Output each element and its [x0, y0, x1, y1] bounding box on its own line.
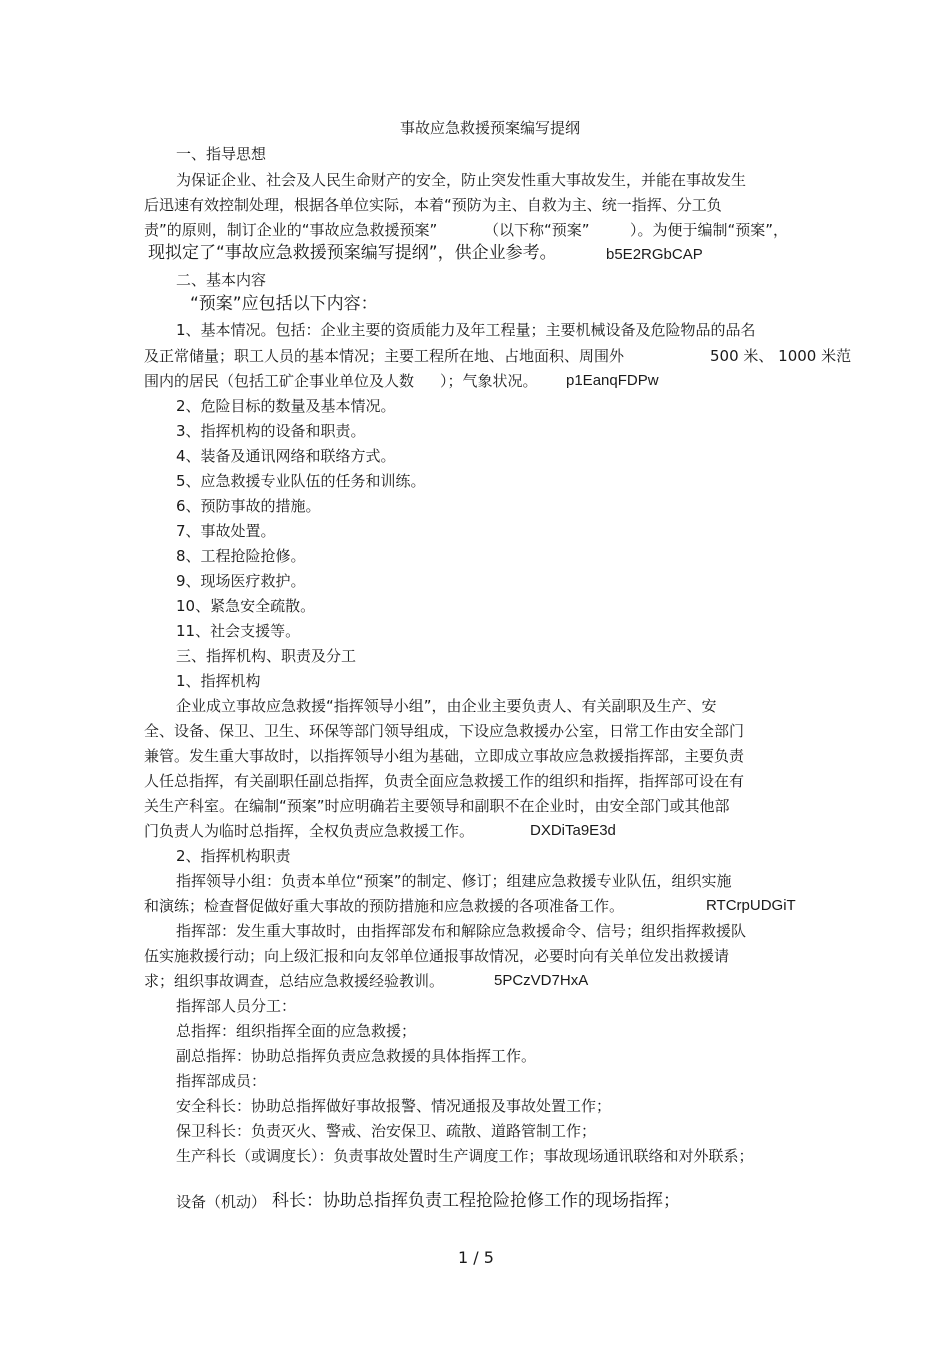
subsection-heading: 2、指挥机构职责 [176, 847, 291, 865]
paragraph-line: 和演练；检查督促做好重大事故的预防措施和应急救援的各项准备工作。 [144, 897, 625, 915]
paragraph-line: 指挥部成员： [176, 1072, 267, 1090]
section-heading: 三、指挥机构、职责及分工 [176, 647, 357, 665]
paragraph-line: 关生产科室。在编制“预案”时应明确若主要领导和副职不在企业时，由安全部门或其他部 [144, 797, 730, 815]
paragraph-line: 伍实施救援行动；向上级汇报和向友邻单位通报事故情况，必要时向有关单位发出救援请 [144, 947, 730, 965]
paragraph-line: 现拟定了“事故应急救援预案编写提纲”，供企业参考。 [148, 243, 557, 263]
watermark-code: RTCrpUDGiT [706, 897, 796, 914]
paragraph-line: “预案”应包括以下内容： [190, 294, 378, 314]
paragraph-line: 求；组织事故调查，总结应急救援经验教训。 [144, 972, 445, 990]
paragraph-line: 总指挥：组织指挥全面的应急救援； [176, 1022, 417, 1040]
list-item: 4、装备及通讯网络和联络方式。 [176, 447, 396, 465]
list-item: 8、工程抢险抢修。 [176, 547, 306, 565]
paragraph-line: 兼管。发生重大事故时，以指挥领导小组为基础，立即成立事故应急救援指挥部，主要负责 [144, 747, 745, 765]
paragraph-line: ）。为便于编制“预案”， [630, 221, 789, 239]
paragraph-line: 围内的居民（包括工矿企事业单位及人数 [144, 372, 415, 390]
paragraph-line: 及正常储量；职工人员的基本情况；主要工程所在地、占地面积、周围外 [144, 347, 625, 365]
subsection-heading: 1、指挥机构 [176, 672, 261, 690]
list-item: 10、紧急安全疏散。 [176, 597, 316, 615]
paragraph-line: （以下称“预案” [484, 221, 590, 239]
paragraph-line: 副总指挥：协助总指挥负责应急救援的具体指挥工作。 [176, 1047, 537, 1065]
list-item: 2、危险目标的数量及基本情况。 [176, 397, 396, 415]
paragraph-line: 门负责人为临时总指挥，全权负责应急救援工作。 [144, 822, 475, 840]
paragraph-line: 指挥领导小组：负责本单位“预案”的制定、修订；组建应急救援专业队伍，组织实施 [176, 872, 732, 890]
paragraph-line: 保卫科长：负责灭火、警戒、治安保卫、疏散、道路管制工作； [176, 1122, 597, 1140]
section-heading: 一、指导思想 [176, 145, 267, 163]
list-item: 3、指挥机构的设备和职责。 [176, 422, 366, 440]
paragraph-line: 生产科长（或调度长）：负责事故处置时生产调度工作；事故现场通讯联络和对外联系； [176, 1147, 754, 1165]
paragraph-line: 人任总指挥，有关副职任副总指挥，负责全面应急救援工作的组织和指挥，指挥部可设在有 [144, 772, 745, 790]
list-item: 11、社会支援等。 [176, 622, 301, 640]
page-number: 1 / 5 [458, 1248, 494, 1267]
paragraph-line: 为保证企业、社会及人民生命财产的安全，防止突发性重大事故发生，并能在事故发生 [176, 171, 747, 189]
list-item: 5、应急救援专业队伍的任务和训练。 [176, 472, 426, 490]
list-item: 7、事故处置。 [176, 522, 276, 540]
watermark-code: DXDiTa9E3d [530, 822, 616, 839]
paragraph-line: 安全科长：协助总指挥做好事故报警、情况通报及事故处置工作； [176, 1097, 612, 1115]
watermark-code: b5E2RGbCAP [606, 246, 703, 263]
paragraph-line: 科长：协助总指挥负责工程抢险抢修工作的现场指挥； [272, 1191, 680, 1211]
paragraph-line: 全、设备、保卫、卫生、环保等部门领导组成，下设应急救援办公室，日常工作由安全部门 [144, 722, 745, 740]
list-item: 6、预防事故的措施。 [176, 497, 321, 515]
watermark-code: p1EanqFDPw [566, 372, 659, 389]
list-item: 1、基本情况。包括：企业主要的资质能力及年工程量；主要机械设备及危险物品的品名 [176, 321, 756, 339]
list-item: 9、现场医疗救护。 [176, 572, 306, 590]
paragraph-line: 设备（机动） [176, 1193, 267, 1211]
paragraph-line: 企业成立事故应急救援“指挥领导小组”，由企业主要负责人、有关副职及生产、安 [176, 697, 717, 715]
section-heading: 二、基本内容 [176, 271, 267, 289]
paragraph-line: 后迅速有效控制处理，根据各单位实际，本着“预防为主、自救为主、统一指挥、分工负 [144, 196, 722, 214]
paragraph-line: 指挥部人员分工： [176, 997, 297, 1015]
document-title: 事故应急救援预案编写提纲 [400, 119, 581, 137]
paragraph-line: 责”的原则，制订企业的“事故应急救援预案” [144, 221, 438, 239]
watermark-code: 5PCzVD7HxA [494, 972, 589, 989]
paragraph-line: 指挥部：发生重大事故时，由指挥部发布和解除应急救援命令、信号；组织指挥救援队 [176, 922, 747, 940]
paragraph-line: ）；气象状况。 [440, 372, 538, 390]
paragraph-line: 500 米、 1000 米范 [710, 347, 852, 365]
